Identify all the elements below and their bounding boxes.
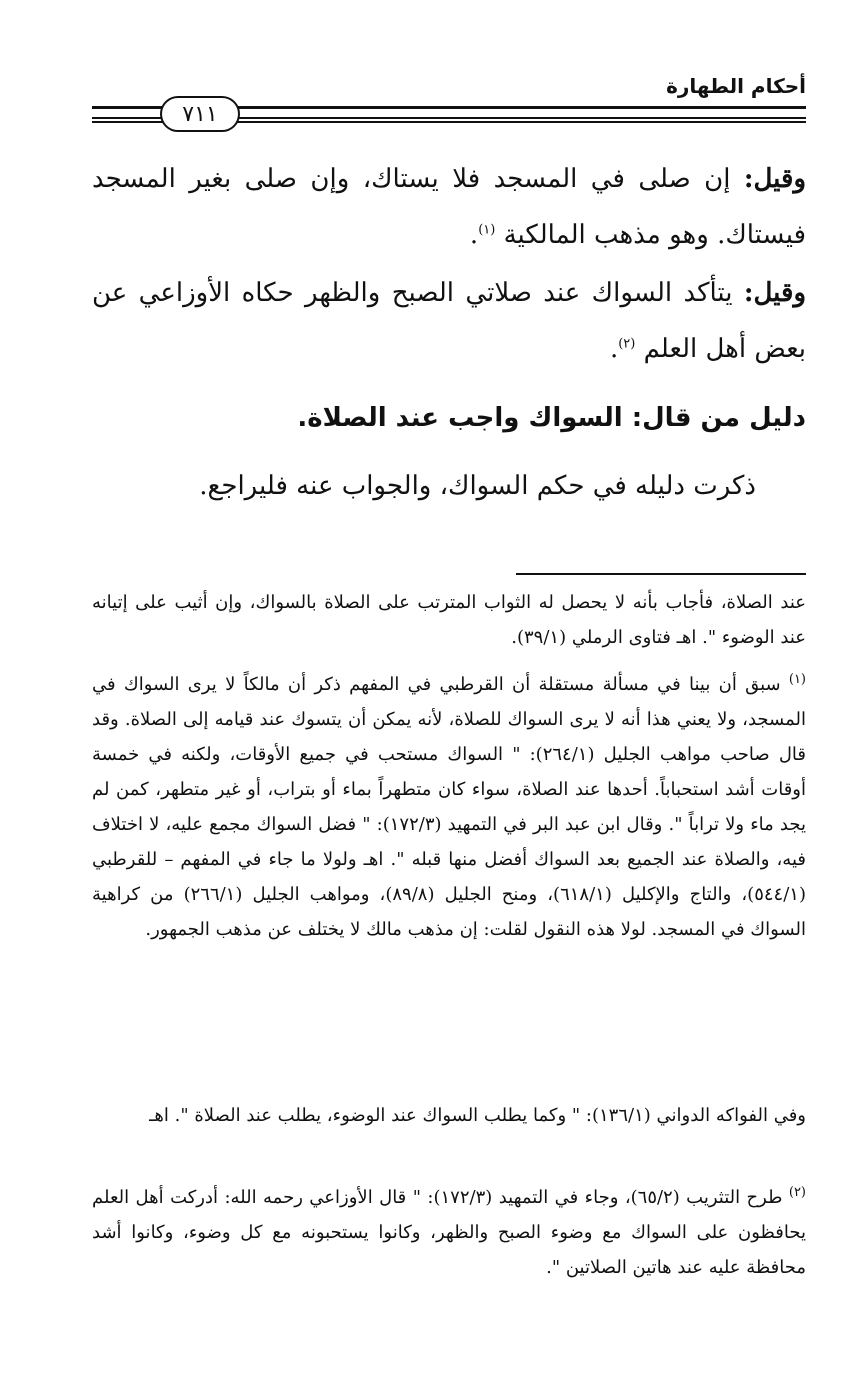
footnote-1 (92, 667, 806, 947)
footnote-2 (92, 1180, 806, 1285)
paragraph-end: . (469, 220, 479, 250)
footnote-2-text: طرح التثريب (٦٥/٢)، وجاء في التمهيد (١٧٢/٣): " قال الأوزاعي رحمه الله: أدركت أهل العلم يحافظون على السواك مع وضوء الصبح والظهر، وكانوا يستحبونه مع كل وضوء، وكانوا أشد محافظة عليه عند هاتين الصلاتين ". (92, 1187, 806, 1278)
page-number-badge (160, 96, 240, 132)
section-heading: دليل من قال: السواك واجب عند الصلاة. (297, 403, 806, 433)
paragraph-text: إن صلى في المسجد فلا يستاك، وإن صلى بغير المسجد فيستاك. وهو مذهب المالكية (92, 164, 806, 250)
footnote-mark-1: (١) (788, 672, 806, 687)
running-header-title: أحكام الطهارة (666, 74, 806, 98)
footnote-ref-1: (١) (478, 222, 496, 238)
footnote-1-text: سبق أن بينا في مسألة مستقلة أن القرطبي في المفهم ذكر أن مالكاً لا يرى السواك في المسجد، ولا يعني هذا أنه لا يرى السواك للصلاة، لأنه يمكن أن يتسوك عند قيامه إلى الصلاة. وقد قال صاحب مواهب الجليل (٢٦٤/١): " السواك مستحب في جميع الأوقات، ولكنه في خمسة أوقات أشد استحباباً. أحدها عند الصلاة، سواء كان متطهراً بماء أو بتراب، أو غير متطهر، كمن لم يجد ماء ولا تراباً ". وقال ابن عبد البر في التمهيد (١٧٢/٣): " فضل السواك مجمع عليه، لا اختلاف فيه، والصلاة عند الجميع بعد السواك أفضل منها قبله ". اهـ ولولا ما جاء في المفهم – للقرطبي (٥٤٤/١)، والتاج والإكليل (٦١٨/١)، ومنح الجليل (٨٩/٨)، ومواهب الجليل (٢٦٦/١) من كراهية السواك في المسجد. لولا هذه النقول لقلت: إن مذهب مالك لا يختلف عن مذهب الجمهور. (92, 674, 807, 940)
paragraph-reference: ذكرت دليله في حكم السواك، والجواب عنه فليراجع. (199, 471, 756, 501)
footnote-separator (516, 573, 806, 575)
page-number: ٧١١ (182, 101, 218, 127)
footnote-mark-2: (٢) (788, 1185, 806, 1200)
footnote-continuation: عند الصلاة، فأجاب بأنه لا يحصل له الثواب المترتب على الصلاة بالسواك، وإن أثيب على إتيانه عند الوضوء ". اهـ فتاوى الرملي (٣٩/١). (92, 592, 806, 648)
paragraph-end: . (609, 334, 619, 364)
paragraph-text: يتأكد السواك عند صلاتي الصبح والظهر حكاه الأوزاعي عن بعض أهل العلم (92, 278, 806, 364)
paragraph-label: وقيل: (743, 164, 806, 194)
footnote-1-addendum: وفي الفواكه الدواني (١٣٦/١): " وكما يطلب السواك عند الوضوء، يطلب عند الصلاة ". اهـ (149, 1105, 806, 1126)
paragraph-label: وقيل: (743, 278, 806, 308)
paragraph-maliki (92, 151, 806, 263)
footnote-ref-2: (٢) (618, 336, 636, 352)
paragraph-awzai (92, 265, 806, 377)
